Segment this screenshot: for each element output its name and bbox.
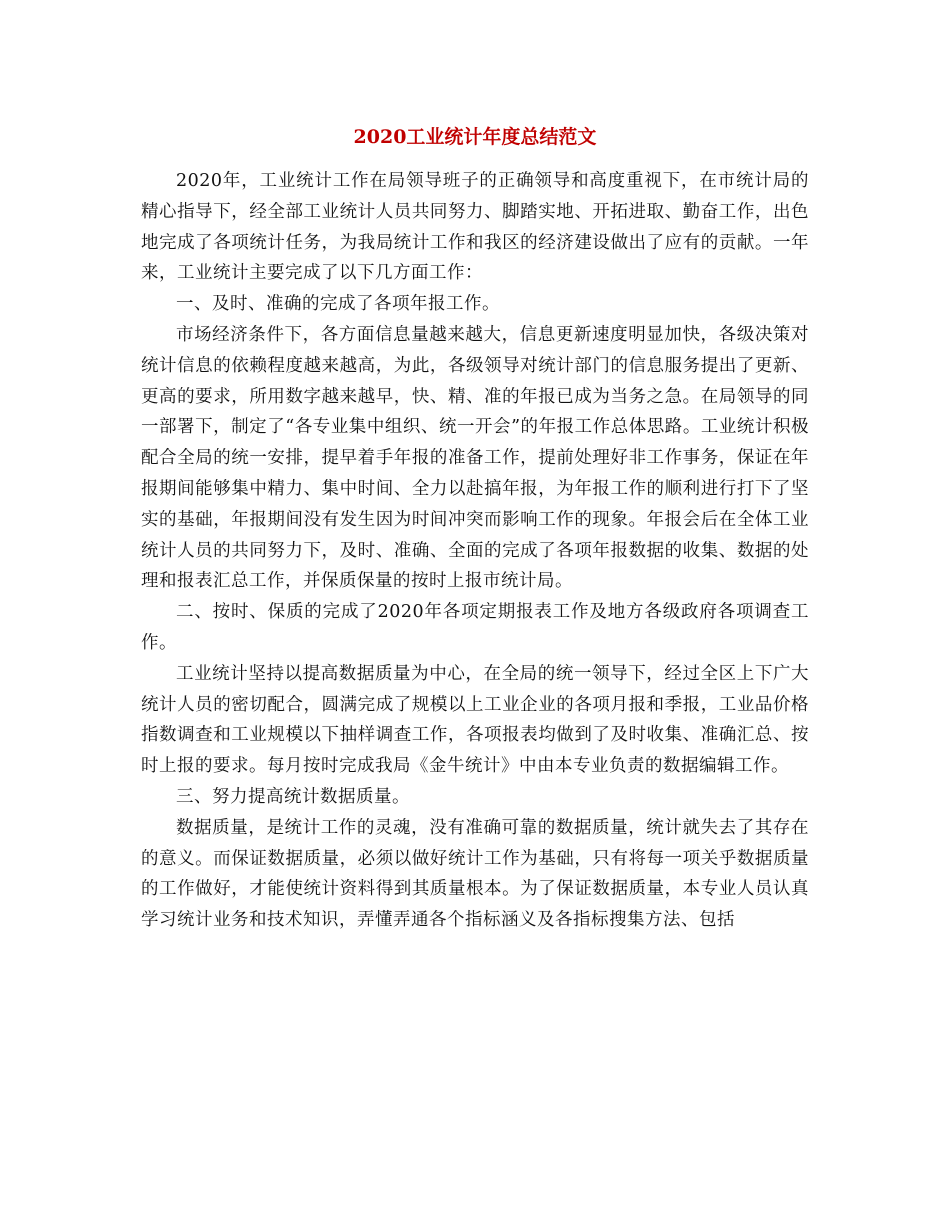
- paragraph-section-3: 数据质量，是统计工作的灵魂，没有准确可靠的数据质量，统计就失去了其存在的意义。而保证数据质量，必须以做好统计工作为基础，只有将每一项关乎数据质量的工作做好，才能使统计资料得到其质量根本。为了保证数据质量，本专业人员认真学习统计业务和技术知识，弄懂弄通各个指标涵义及各指标搜集方法、包括: [141, 817, 809, 931]
- paragraph-section-2: 工业统计坚持以提高数据质量为中心，在全局的统一领导下，经过全区上下广大统计人员的密切配合，圆满完成了规模以上工业企业的各项月报和季报，工业品价格指数调查和工业规模以下抽样调查工作，各项报表均做到了及时收集、准确汇总、按时上报的要求。每月按时完成我局《金牛统计》中由本专业负责的数据编辑工作。: [141, 663, 809, 777]
- section-heading-2: 二、按时、保质的完成了2020年各项定期报表工作及地方各级政府各项调查工作。: [141, 602, 809, 653]
- document-body: [141, 166, 809, 936]
- section-heading-3: 三、努力提高统计数据质量。: [176, 786, 410, 807]
- paragraph-intro: 2020年，工业统计工作在局领导班子的正确领导和高度重视下，在市统计局的精心指导下，经全部工业统计人员共同努力、脚踏实地、开拓进取、勤奋工作，出色地完成了各项统计任务，为我局统计工作和我区的经济建设做出了应有的贡献。一年来，工业统计主要完成了以下几方面工作：: [141, 171, 809, 284]
- section-heading-1: 一、及时、准确的完成了各项年报工作。: [176, 294, 500, 315]
- paragraph-section-1: 市场经济条件下，各方面信息量越来越大，信息更新速度明显加快，各级决策对统计信息的依赖程度越来越高，为此，各级领导对统计部门的信息服务提出了更新、更高的要求，所用数字越来越早，快、精、准的年报已成为当务之急。在局领导的同一部署下，制定了“各专业集中组织、统一开会”的年报工作总体思路。工业统计积极配合全局的统一安排，提早着手年报的准备工作，提前处理好非工作事务，保证在年报期间能够集中精力、集中时间、全力以赴搞年报，为年报工作的顺利进行打下了坚实的基础，年报期间没有发生因为时间冲突而影响工作的现象。年报会后在全体工业统计人员的共同努力下，及时、准确、全面的完成了各项年报数据的收集、数据的处理和报表汇总工作，并保质保量的按时上报市统计局。: [141, 324, 809, 592]
- document-title: 2020工业统计年度总结范文: [353, 126, 597, 148]
